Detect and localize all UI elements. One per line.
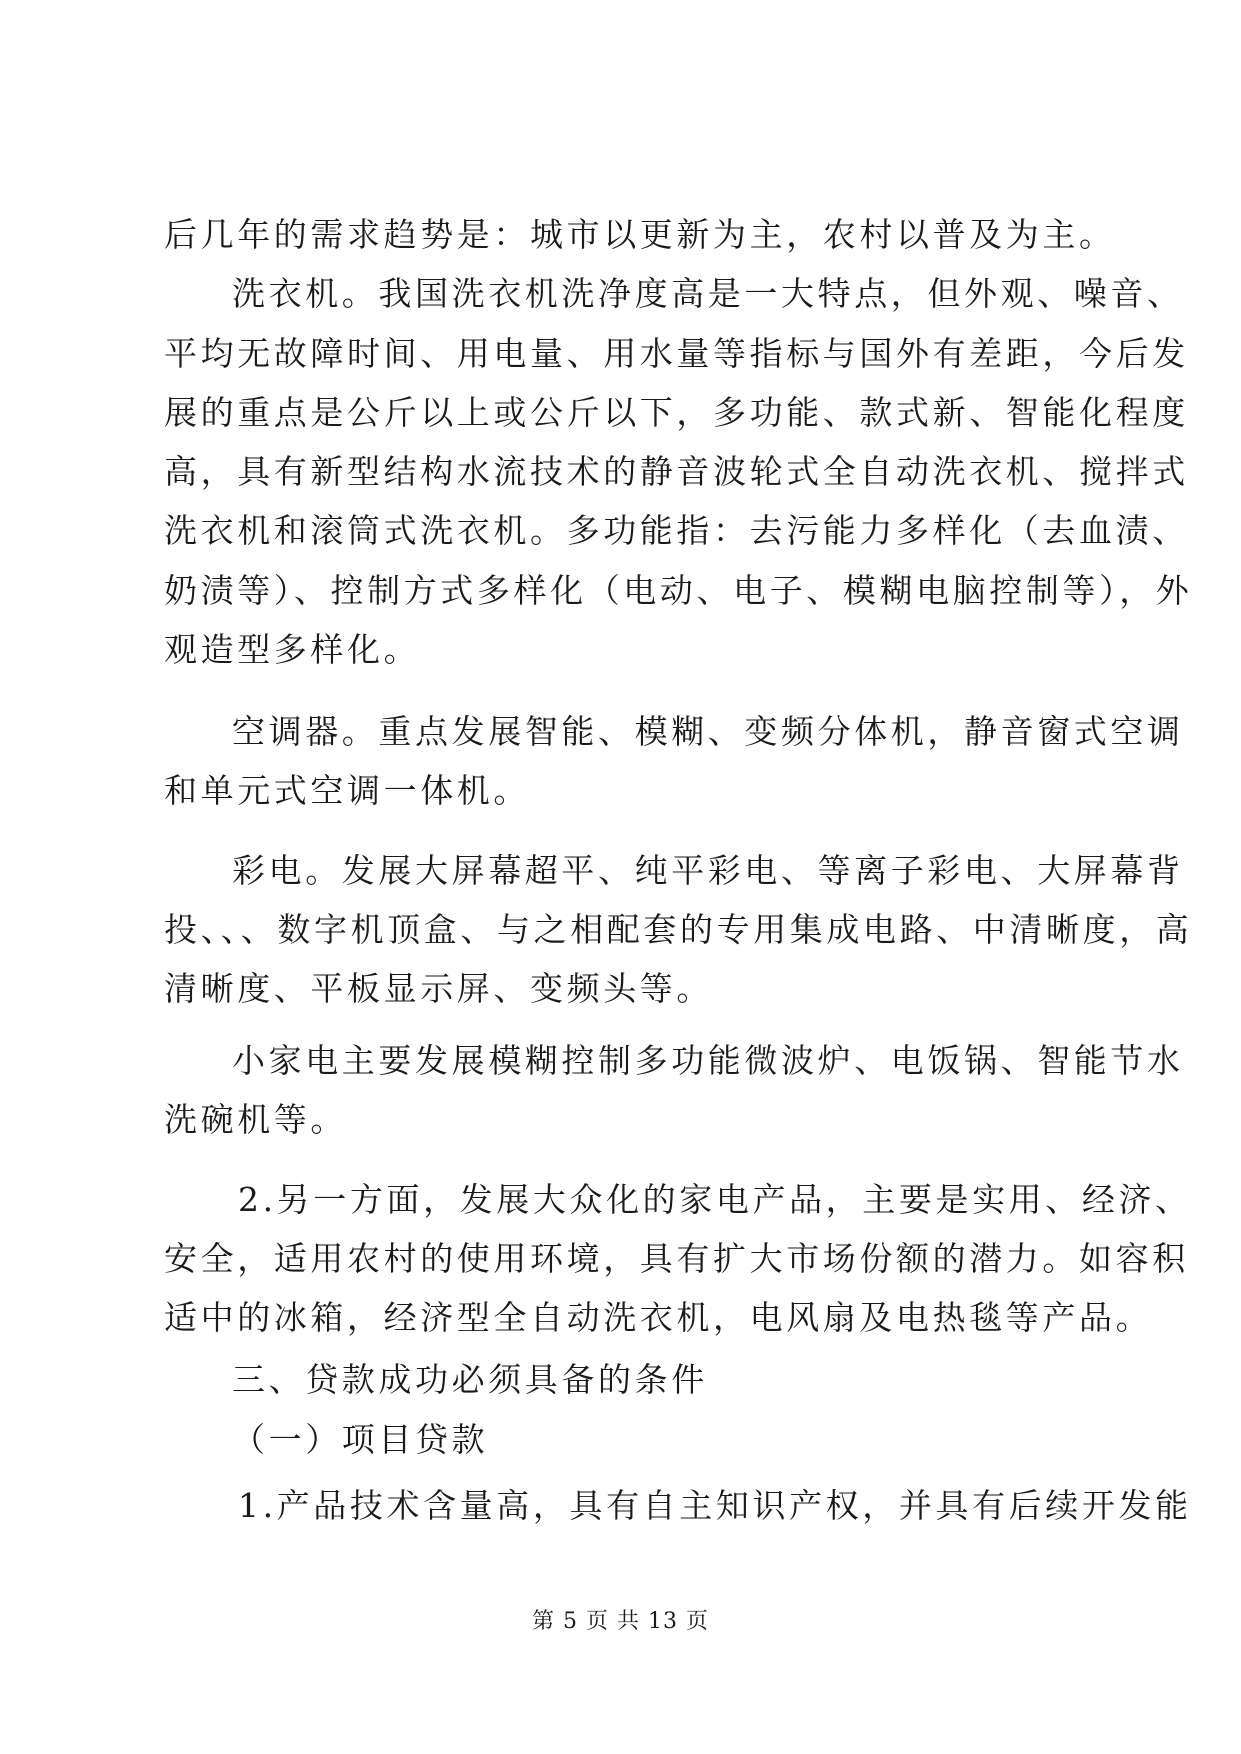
text-line: 和单元式空调一体机。 [164,771,530,810]
text-line: 洗碗机等。 [164,1100,347,1139]
text-line: 安全，适用农村的使用环境，具有扩大市场份额的潜力。如容积 [164,1239,1189,1278]
text-line: 平均无故障时间、用电量、用水量等指标与国外有差距，今后发 [164,334,1189,373]
subsection-heading: （一）项目贷款 [232,1420,489,1459]
text-line: 投、、、数字机顶盒、与之相配套的专用集成电路、中清晰度，高 [164,910,1193,949]
text-line: 奶渍等）、控制方式多样化（电动、电子、模糊电脑控制等），外 [164,571,1193,610]
text-line: 高，具有新型结构水流技术的静音波轮式全自动洗衣机、搅拌式 [164,452,1189,491]
text-line: 适中的冰箱，经济型全自动洗衣机，电风扇及电热毯等产品。 [164,1298,1153,1337]
text-line: 清晰度、平板显示屏、变频头等。 [164,969,713,1008]
text-line: 彩电。发展大屏幕超平、纯平彩电、等离子彩电、大屏幕背 [232,851,1184,890]
text-line: 展的重点是公斤以上或公斤以下，多功能、款式新、智能化程度 [164,393,1189,432]
text-line: 后几年的需求趋势是：城市以更新为主，农村以普及为主。 [164,215,1116,254]
section-heading: 三、贷款成功必须具备的条件 [232,1360,708,1399]
text-line: 1.产品技术含量高，具有自主知识产权，并具有后续开发能 [238,1486,1192,1525]
text-line: 洗衣机和滚筒式洗衣机。多功能指：去污能力多样化（去血渍、 [164,511,1189,550]
page-footer: 第 5 页 共 13 页 [532,1609,709,1634]
text-line: 空调器。重点发展智能、模糊、变频分体机，静音窗式空调 [232,712,1184,751]
text-line: 小家电主要发展模糊控制多功能微波炉、电饭锅、智能节水 [232,1041,1184,1080]
text-line: 洗衣机。我国洗衣机洗净度高是一大特点，但外观、噪音、 [232,274,1184,313]
text-line: 观造型多样化。 [164,630,421,669]
text-line: 2.另一方面，发展大众化的家电产品，主要是实用、经济、 [238,1180,1192,1219]
